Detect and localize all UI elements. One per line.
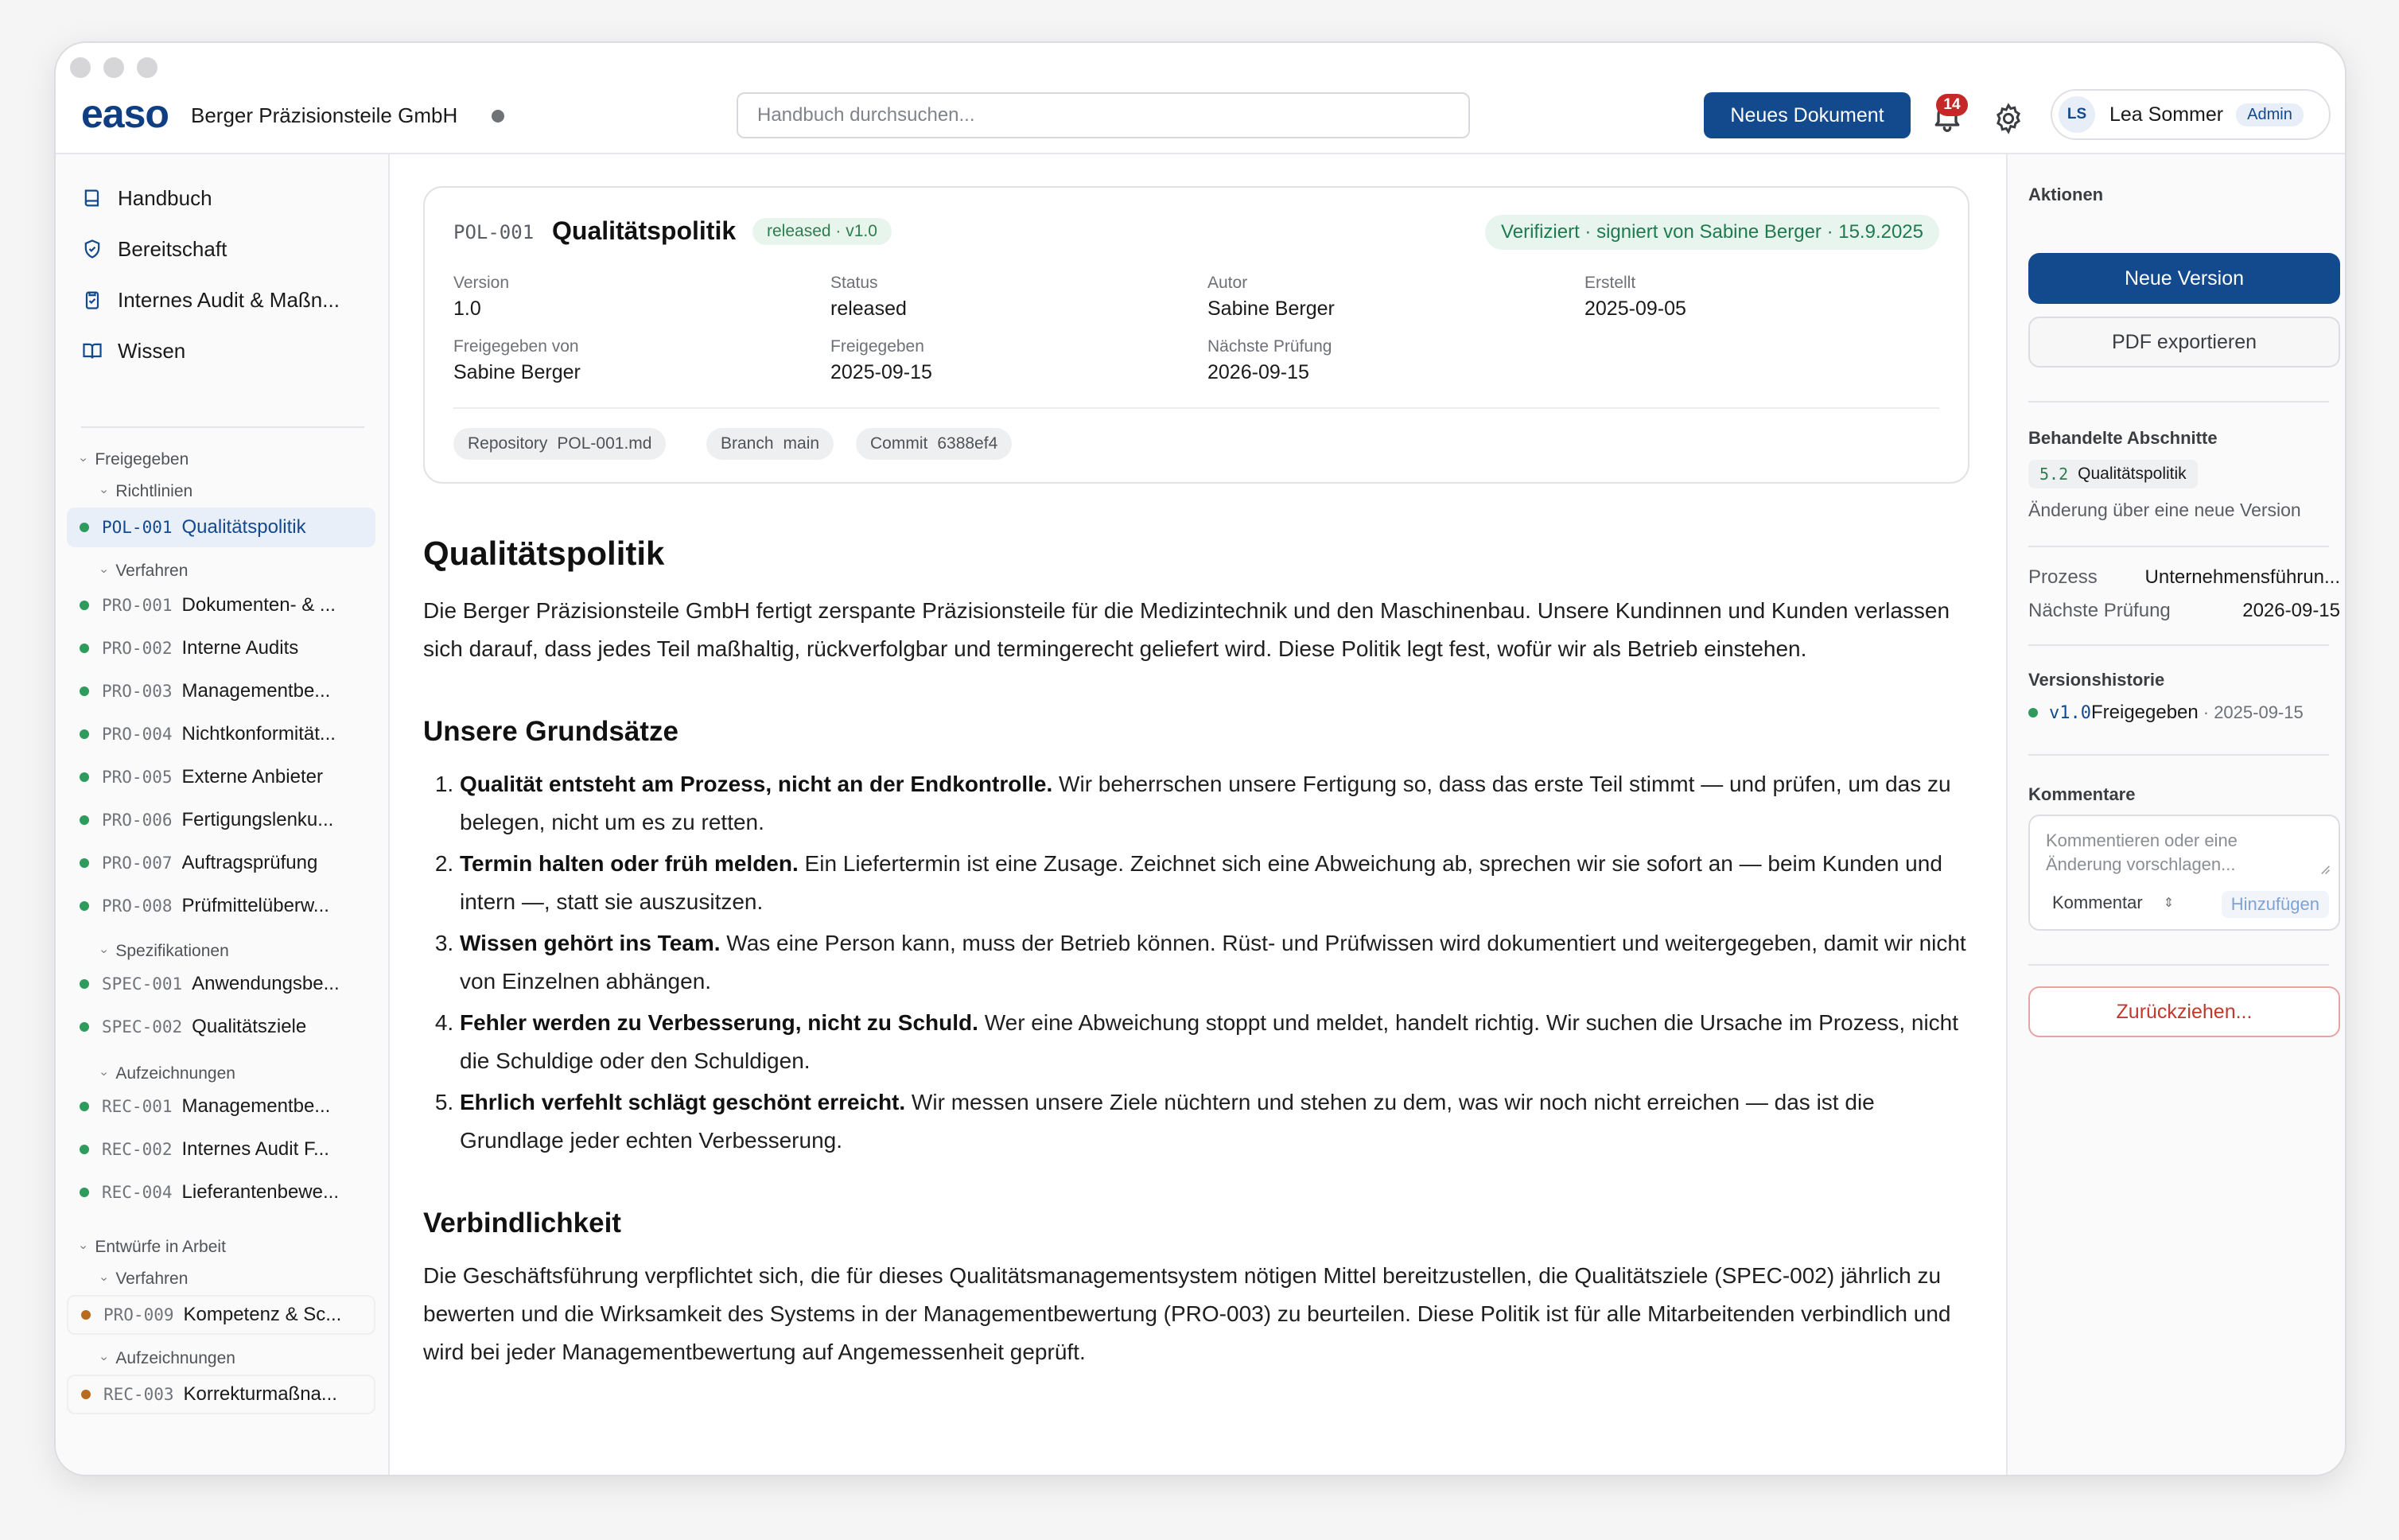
process-value: Unternehmensführun... xyxy=(2144,566,2340,588)
nav-item-wissen[interactable] xyxy=(81,331,185,371)
status-dot xyxy=(80,858,89,868)
doc-code: PRO-006 xyxy=(102,811,173,830)
meta-approved-by-value: Sabine Berger xyxy=(453,361,581,383)
doc-item-rec-002[interactable] xyxy=(67,1130,375,1169)
meta-approved-value: 2025-09-15 xyxy=(830,361,932,383)
sections-heading: Behandelte Abschnitte xyxy=(2028,428,2218,448)
panel-divider xyxy=(2028,401,2329,402)
commitment-text: Die Geschäftsführung verpflichtet sich, die für dieses Qualitätsmanagementsystem nötigen Mittel bereitzustellen, die Qualitätsziele (SPEC-002) jährlich zu bewerten und die Wirksamkeit des Systems in der Managementbewertung (PRO-003) zu beurteilen. Diese Politik ist für alle Mitarbeitenden verbindlich und wird bei jeder Managementbewertung auf Angemessenheit geprüft. xyxy=(423,1263,1951,1364)
chevron-down-icon: › xyxy=(97,1277,111,1281)
comment-box xyxy=(2028,815,2340,931)
doc-title: Anwendungsbe... xyxy=(192,973,340,994)
app-header xyxy=(56,43,2345,154)
comment-type-value: Kommentar xyxy=(2052,892,2143,912)
process-label: Prozess xyxy=(2028,566,2098,588)
status-dot xyxy=(80,601,89,610)
avatar: LS xyxy=(2059,96,2095,133)
doc-title: Korrekturmaßna... xyxy=(183,1383,337,1405)
doc-title: Fertigungslenku... xyxy=(181,809,334,830)
tree-group-draft-verfahren[interactable] xyxy=(97,1270,189,1289)
panel-divider xyxy=(2028,964,2329,966)
window-minimize-button[interactable] xyxy=(103,57,124,78)
doc-code: PRO-009 xyxy=(103,1305,174,1324)
actions-heading: Aktionen xyxy=(2028,185,2104,204)
chip-key: Repository xyxy=(468,434,548,453)
chevron-down-icon: › xyxy=(97,949,111,954)
principle-text: Wer eine Abweichung stoppt und meldet, handelt richtig. Wir suchen die Ursache im Prozess, nicht die Schuldige oder den Schuldigen. xyxy=(460,1010,1959,1073)
user-role-badge: Admin xyxy=(2236,103,2304,126)
chip-key: Commit xyxy=(870,434,928,453)
tree-group-freigegeben[interactable] xyxy=(76,450,189,469)
withdraw-button[interactable]: Zurückziehen... xyxy=(2028,986,2340,1037)
doc-title: Kompetenz & Sc... xyxy=(183,1304,342,1325)
new-document-button[interactable]: Neues Dokument xyxy=(1704,92,1911,138)
principle-text: Wir messen unsere Ziele nüchtern und stehen zu dem, was wir noch nicht erreichen — das ist die Grundlage jeder echten Verbesserung. xyxy=(460,1090,1875,1153)
doc-item-pro-004[interactable] xyxy=(67,714,375,754)
doc-code: PRO-002 xyxy=(102,639,173,658)
search-input[interactable] xyxy=(737,92,1470,138)
chevron-down-icon: › xyxy=(97,489,111,494)
export-pdf-button[interactable]: PDF exportieren xyxy=(2028,317,2340,368)
tree-group-label: Spezifikationen xyxy=(115,942,229,960)
tree-group-label: Richtlinien xyxy=(115,482,193,500)
doc-title: Qualitätsziele xyxy=(192,1016,307,1037)
doc-item-rec-004[interactable] xyxy=(67,1172,375,1212)
version-state: Freigegeben xyxy=(2090,702,2199,723)
doc-code: REC-002 xyxy=(102,1140,173,1159)
doc-item-pro-006[interactable] xyxy=(67,800,375,840)
nav-divider xyxy=(81,426,364,428)
doc-item-pro-001[interactable] xyxy=(67,585,375,625)
principle-item xyxy=(460,765,1969,842)
process-row xyxy=(2028,566,2340,589)
tree-group-aufzeichnungen[interactable] xyxy=(97,1064,235,1083)
tree-group-draft-aufzeichnungen[interactable] xyxy=(97,1349,235,1368)
status-dot xyxy=(80,686,89,696)
meta-next-review-label: Nächste Prüfung xyxy=(1207,337,1332,356)
chip-value: main xyxy=(783,434,820,453)
commitment-heading: Verbindlichkeit xyxy=(423,1208,621,1239)
shield-check-icon xyxy=(81,238,103,260)
document-info-card xyxy=(423,186,1969,484)
doc-code: PRO-008 xyxy=(102,896,173,916)
nav-label: Bereitschaft xyxy=(118,236,227,261)
doc-code: SPEC-002 xyxy=(102,1017,183,1036)
company-status-dot xyxy=(492,110,504,122)
nav-label: Internes Audit & Maßn... xyxy=(118,287,340,312)
notification-count-badge: 14 xyxy=(1936,94,1968,116)
company-name: Berger Präzisionsteile GmbH xyxy=(191,103,458,127)
comment-input[interactable] xyxy=(2046,829,2316,878)
doc-item-pro-002[interactable] xyxy=(67,628,375,668)
section-number: 5.2 xyxy=(2039,465,2069,484)
chevron-down-icon: › xyxy=(97,1356,111,1361)
document-main xyxy=(390,154,2006,1475)
version-history-item[interactable] xyxy=(2028,702,2304,724)
resize-grip-icon[interactable] xyxy=(2318,862,2331,875)
nav-item-handbuch[interactable] xyxy=(81,178,212,218)
user-name: Lea Sommer xyxy=(2109,103,2224,126)
tree-group-entwuerfe[interactable] xyxy=(76,1238,226,1257)
meta-created-label: Erstellt xyxy=(1584,274,1636,292)
doc-item-spec-002[interactable] xyxy=(67,1007,375,1047)
select-arrows-icon: ⇕ xyxy=(2163,896,2175,910)
status-dot xyxy=(80,979,89,989)
doc-title: Externe Anbieter xyxy=(181,766,323,788)
meta-author-label: Autor xyxy=(1207,274,1248,292)
doc-title: Dokumenten- & ... xyxy=(181,594,336,616)
window-controls xyxy=(70,57,157,78)
app-logo[interactable]: easo xyxy=(81,91,169,136)
doc-code: PRO-004 xyxy=(102,725,173,744)
status-dot xyxy=(80,1188,89,1197)
window-zoom-button[interactable] xyxy=(137,57,157,78)
doc-code: POL-001 xyxy=(102,518,173,537)
meta-version-value: 1.0 xyxy=(453,298,481,320)
nav-item-bereitschaft[interactable] xyxy=(81,229,227,269)
doc-code: PRO-005 xyxy=(102,768,173,787)
doc-code: REC-004 xyxy=(102,1183,173,1202)
principle-item xyxy=(460,1004,1969,1080)
comment-type-select[interactable] xyxy=(2052,892,2174,913)
meta-status-label: Status xyxy=(830,274,878,292)
content-intro: Die Berger Präzisionsteile GmbH fertigt zerspante Präzisionsteile für die Medizintechnik und den Maschinenbau. Unsere Kundinnen und Kunden verlassen sich darauf, dass jedes Teil maßhaltig, rückverfolgbar und termingerecht geliefert wird. Diese Politik legt fest, wofür wir als Betrieb einstehen. xyxy=(423,598,1950,661)
principle-item xyxy=(460,924,1969,1001)
doc-item-pro-007[interactable] xyxy=(67,843,375,883)
history-heading: Versionshistorie xyxy=(2028,670,2165,690)
version-date: · 2025-09-15 xyxy=(2203,702,2304,722)
chip-value: 6388ef4 xyxy=(937,434,998,453)
chevron-down-icon: › xyxy=(76,457,91,462)
panel-divider xyxy=(2028,644,2329,646)
meta-created-value: 2025-09-05 xyxy=(1584,298,1686,320)
principle-item xyxy=(460,1083,1969,1160)
doc-title: Prüfmittelüberw... xyxy=(181,895,329,916)
next-review-label: Nächste Prüfung xyxy=(2028,600,2171,621)
doc-title: Internes Audit F... xyxy=(181,1138,329,1160)
commit-chip[interactable] xyxy=(856,428,1012,460)
principle-title: Ehrlich verfehlt schlägt geschönt erreicht. xyxy=(460,1090,906,1114)
principle-item xyxy=(460,845,1969,921)
section-title: Qualitätspolitik xyxy=(2078,465,2187,483)
doc-title: Managementbe... xyxy=(181,1095,331,1117)
tree-group-spezifikationen[interactable] xyxy=(97,942,229,961)
panel-divider xyxy=(2028,546,2329,547)
doc-code: PRO-007 xyxy=(102,854,173,873)
doc-item-spec-001[interactable] xyxy=(67,964,375,1004)
verified-badge: Verifiziert · signiert von Sabine Berger · 15.9.2025 xyxy=(1485,215,1939,250)
document-content xyxy=(423,535,1969,1371)
section-chip xyxy=(2028,460,2198,488)
doc-item-pro-005[interactable] xyxy=(67,757,375,797)
principle-title: Wissen gehört ins Team. xyxy=(460,931,721,955)
principle-text: Ein Liefertermin ist eine Zusage. Zeichnet sich eine Abweichung ab, sprechen wir sie sofort an — beim Kunden und intern —, statt sie auszusitzen. xyxy=(460,851,1942,914)
principle-text: Wir beherrschen unsere Fertigung so, dass das erste Teil stimmt — und prüfen, um das zu belegen, nicht um es zu retten. xyxy=(460,772,1951,834)
chevron-down-icon: › xyxy=(97,1071,111,1076)
status-dot xyxy=(80,1022,89,1032)
status-dot xyxy=(80,523,89,532)
doc-item-pro-009[interactable] xyxy=(67,1295,375,1335)
status-dot xyxy=(81,1310,91,1320)
status-dot xyxy=(80,1145,89,1154)
status-dot xyxy=(81,1390,91,1399)
principle-title: Termin halten oder früh melden. xyxy=(460,851,799,876)
sections-note: Änderung über eine neue Version xyxy=(2028,500,2301,520)
chip-key: Branch xyxy=(721,434,774,453)
doc-code: PRO-003 xyxy=(102,682,173,701)
nav-label: Handbuch xyxy=(118,185,212,210)
principles-heading: Unsere Grundsätze xyxy=(423,716,678,747)
app-window xyxy=(54,41,2347,1476)
doc-title: Qualitätspolitik xyxy=(181,516,306,538)
tree-group-label: Entwürfe in Arbeit xyxy=(95,1238,226,1256)
repository-chip[interactable] xyxy=(453,428,666,460)
meta-status-value: released xyxy=(830,298,907,320)
chevron-down-icon: › xyxy=(76,1245,91,1250)
doc-title: Managementbe... xyxy=(181,680,331,702)
status-dot xyxy=(80,644,89,653)
doc-title: Nichtkonformität... xyxy=(181,723,336,745)
sidebar xyxy=(56,154,390,1475)
meta-approved-label: Freigegeben xyxy=(830,337,924,356)
open-book-icon xyxy=(81,340,103,362)
right-panel xyxy=(2006,154,2347,1475)
doc-item-pol-001[interactable] xyxy=(67,508,375,547)
doc-code: PRO-001 xyxy=(102,596,173,615)
nav-label: Wissen xyxy=(118,338,186,363)
doc-item-pro-003[interactable] xyxy=(67,671,375,711)
branch-chip[interactable] xyxy=(706,428,834,460)
tree-group-label: Freigegeben xyxy=(95,450,189,469)
card-divider xyxy=(453,407,1939,409)
meta-author-value: Sabine Berger xyxy=(1207,298,1335,320)
status-dot xyxy=(80,815,89,825)
book-icon xyxy=(81,187,103,209)
tree-group-label: Verfahren xyxy=(115,1270,189,1288)
document-title: Qualitätspolitik xyxy=(552,216,737,245)
doc-code: REC-001 xyxy=(102,1097,173,1116)
status-dot xyxy=(80,901,89,911)
doc-item-rec-003[interactable] xyxy=(67,1375,375,1414)
status-dot xyxy=(80,772,89,782)
doc-title: Auftragsprüfung xyxy=(181,852,318,873)
principle-text: Was eine Person kann, muss der Betrieb können. Rüst- und Prüfwissen wird dokumentiert und weitergegeben, damit wir nicht von Einzelnen abhängen. xyxy=(460,931,1966,994)
principle-title: Qualität entsteht am Prozess, nicht an der Endkontrolle. xyxy=(460,772,1053,796)
meta-next-review-value: 2026-09-15 xyxy=(1207,361,1309,383)
meta-version-label: Version xyxy=(453,274,510,292)
comments-heading: Kommentare xyxy=(2028,784,2136,804)
document-code: POL-001 xyxy=(453,221,535,243)
user-menu[interactable] xyxy=(2051,89,2331,140)
status-badge: released · v1.0 xyxy=(752,218,892,245)
tree-group-label: Aufzeichnungen xyxy=(115,1064,235,1083)
tree-group-label: Verfahren xyxy=(115,562,189,580)
doc-code: REC-003 xyxy=(103,1385,174,1404)
gear-icon[interactable] xyxy=(1992,102,2025,135)
clipboard-icon xyxy=(81,289,103,311)
tree-group-verfahren[interactable] xyxy=(97,562,189,581)
status-dot xyxy=(2028,708,2038,718)
nav-item-internes-audit[interactable] xyxy=(81,280,340,320)
doc-title: Lieferantenbewe... xyxy=(181,1181,339,1203)
tree-group-richtlinien[interactable] xyxy=(97,482,193,501)
panel-divider xyxy=(2028,754,2329,756)
window-close-button[interactable] xyxy=(70,57,91,78)
status-dot xyxy=(80,1102,89,1111)
content-heading: Qualitätspolitik xyxy=(423,535,665,572)
version-number: v1.0 xyxy=(2049,702,2091,723)
chip-value: POL-001.md xyxy=(557,434,652,453)
doc-title: Interne Audits xyxy=(181,637,299,659)
doc-item-pro-008[interactable] xyxy=(67,886,375,926)
new-version-button[interactable]: Neue Version xyxy=(2028,253,2340,304)
meta-approved-by-label: Freigegeben von xyxy=(453,337,579,356)
chevron-down-icon: › xyxy=(97,569,111,574)
principle-title: Fehler werden zu Verbesserung, nicht zu Schuld. xyxy=(460,1010,978,1035)
add-comment-button[interactable]: Hinzufügen xyxy=(2222,891,2329,918)
doc-item-rec-001[interactable] xyxy=(67,1087,375,1126)
principles-list xyxy=(460,765,1969,1160)
next-review-value: 2026-09-15 xyxy=(2242,600,2340,621)
next-review-row xyxy=(2028,600,2340,622)
doc-code: SPEC-001 xyxy=(102,974,183,994)
tree-group-label: Aufzeichnungen xyxy=(115,1349,235,1367)
status-dot xyxy=(80,729,89,739)
